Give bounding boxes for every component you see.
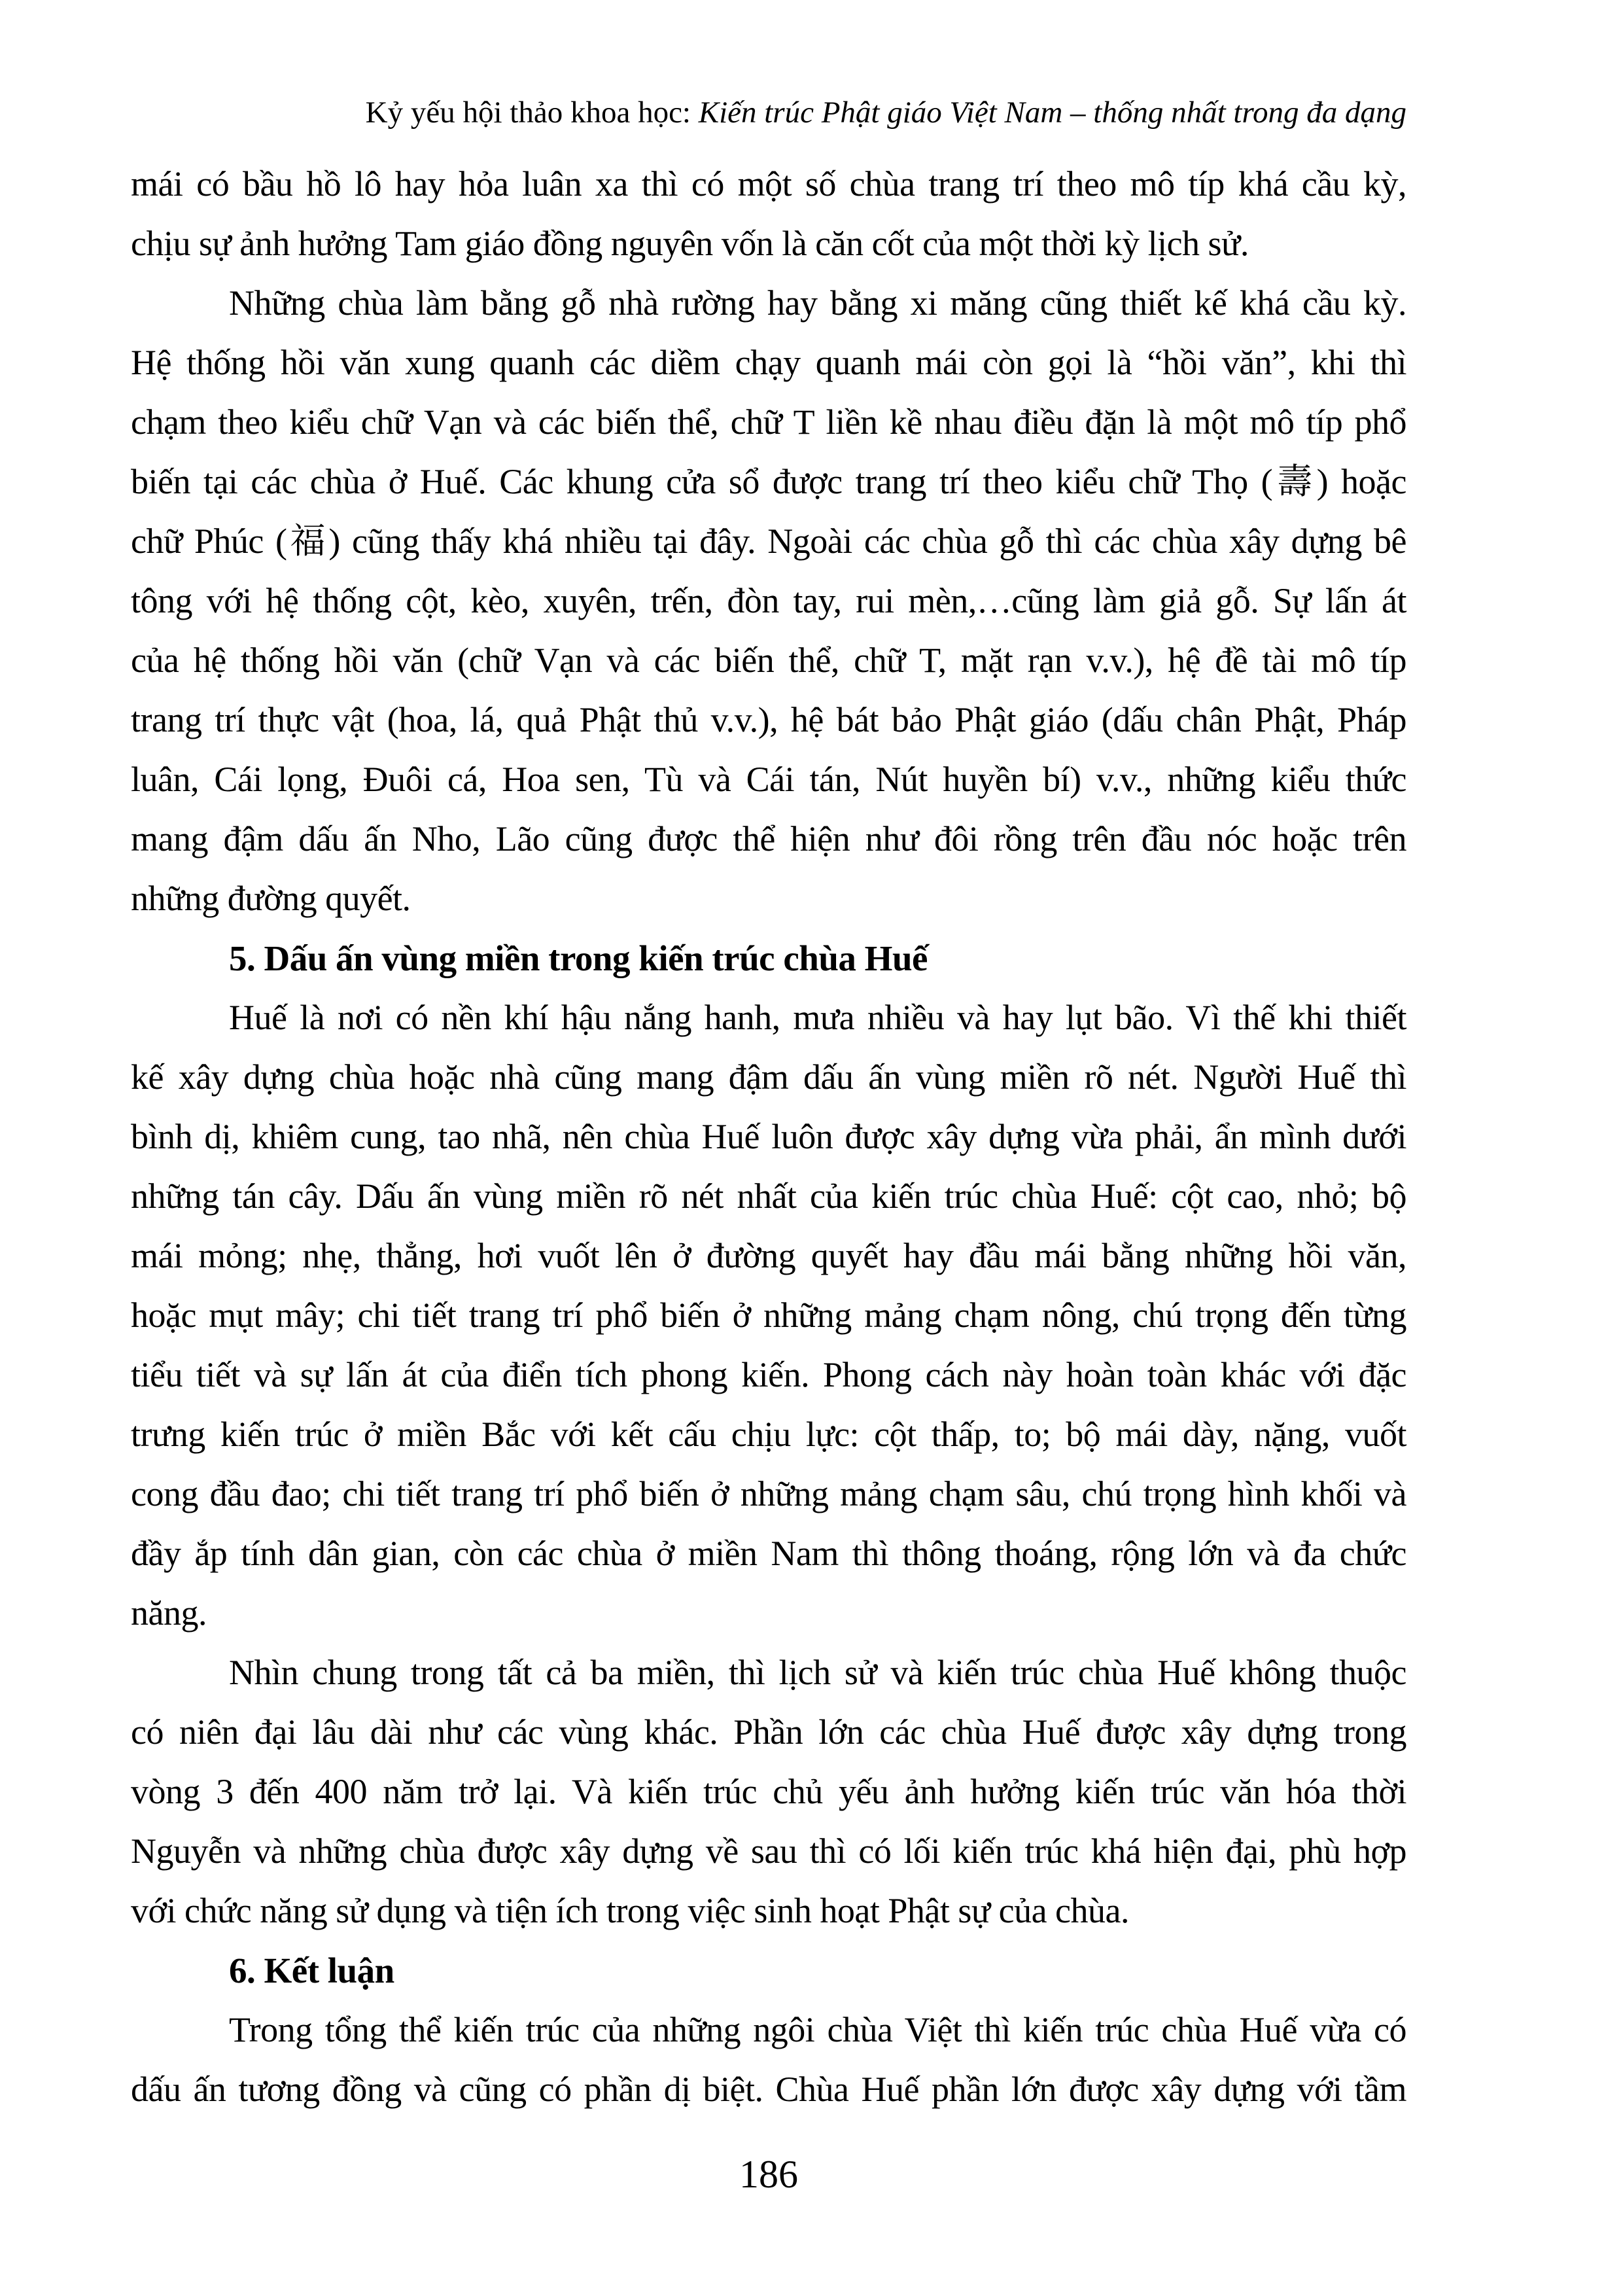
text-line: của hệ thống hồi văn (chữ Vạn và các biến thể, chữ T, mặt rạn v.v.), hệ đề tài mô típ [131, 641, 1406, 680]
section-heading: 5. Dấu ấn vùng miền trong kiến trúc chùa Huế [229, 938, 928, 978]
running-header-title: Kiến trúc Phật giáo Việt Nam – thống nhất trong đa dạng [698, 96, 1406, 130]
text-line: trưng kiến trúc ở miền Bắc với kết cấu chịu lực: cột thấp, to; bộ mái dày, nặng, vuốt [131, 1415, 1406, 1454]
text-line: dấu ấn tương đồng và cũng có phần dị biệt. Chùa Huế phần lớn được xây dựng với tầm [131, 2070, 1406, 2109]
text-line: Huế là nơi có nền khí hậu nắng hanh, mưa nhiều và hay lụt bão. Vì thế khi thiết [229, 998, 1406, 1037]
text-line: trang trí thực vật (hoa, lá, quả Phật thủ v.v.), hệ bát bảo Phật giáo (dấu chân Phật, Pháp [131, 700, 1406, 739]
text-line: Nguyễn và những chùa được xây dựng về sau thì có lối kiến trúc khá hiện đại, phù hợp [131, 1831, 1406, 1871]
text-line: kế xây dựng chùa hoặc nhà cũng mang đậm dấu ấn vùng miền rõ nét. Người Huế thì [131, 1057, 1406, 1097]
text-line: đầy ắp tính dân gian, còn các chùa ở miền Nam thì thông thoáng, rộng lớn và đa chức [131, 1534, 1406, 1573]
text-line: mái có bầu hồ lô hay hỏa luân xa thì có một số chùa trang trí theo mô típ khá cầu kỳ, [131, 164, 1406, 203]
text-line: những tán cây. Dấu ấn vùng miền rõ nét nhất của kiến trúc chùa Huế: cột cao, nhỏ; bộ [131, 1176, 1406, 1216]
text-line: chữ Phúc (福) cũng thấy khá nhiều tại đây. Ngoài các chùa gỗ thì các chùa xây dựng bê [131, 521, 1406, 561]
section-heading: 6. Kết luận [229, 1951, 394, 1990]
text-line: biến tại các chùa ở Huế. Các khung cửa sổ được trang trí theo kiểu chữ Thọ (壽) hoặc [131, 462, 1406, 501]
text-line: Những chùa làm bằng gỗ nhà rường hay bằng xi măng cũng thiết kế khá cầu kỳ. [229, 283, 1406, 323]
text-line: tông với hệ thống cột, kèo, xuyên, trến, đòn tay, rui mèn,…cũng làm giả gỗ. Sự lấn át [131, 581, 1406, 620]
text-line: bình dị, khiêm cung, tao nhã, nên chùa Huế luôn được xây dựng vừa phải, ẩn mình dưới [131, 1117, 1406, 1156]
page-body [131, 154, 1406, 2119]
text-line: những đường quyết. [131, 879, 411, 918]
text-line: Nhìn chung trong tất cả ba miền, thì lịch sử và kiến trúc chùa Huế không thuộc [229, 1653, 1406, 1692]
page-number: 186 [739, 2153, 798, 2196]
text-line: tiểu tiết và sự lấn át của điển tích phong kiến. Phong cách này hoàn toàn khác với đặc [131, 1355, 1406, 1394]
text-line: năng. [131, 1593, 207, 1633]
text-line: vòng 3 đến 400 năm trở lại. Và kiến trúc chủ yếu ảnh hưởng kiến trúc văn hóa thời [131, 1772, 1406, 1811]
text-line: Hệ thống hồi văn xung quanh các diềm chạy quanh mái còn gọi là “hồi văn”, khi thì [131, 343, 1406, 382]
text-line: cong đầu đao; chi tiết trang trí phổ biến ở những mảng chạm sâu, chú trọng hình khối và [131, 1474, 1406, 1513]
running-header-prefix: Kỷ yếu hội thảo khoa học: [365, 96, 699, 130]
text-line: mang đậm dấu ấn Nho, Lão cũng được thể hiện như đôi rồng trên đầu nóc hoặc trên [131, 819, 1406, 858]
text-line: có niên đại lâu dài như các vùng khác. Phần lớn các chùa Huế được xây dựng trong [131, 1712, 1406, 1752]
running-header [131, 93, 1406, 132]
text-line: hoặc mụt mây; chi tiết trang trí phổ biến ở những mảng chạm nông, chú trọng đến từng [131, 1296, 1406, 1335]
text-line: chịu sự ảnh hưởng Tam giáo đồng nguyên vốn là căn cốt của một thời kỳ lịch sử. [131, 224, 1249, 263]
text-line: chạm theo kiểu chữ Vạn và các biến thể, chữ T liền kề nhau điều đặn là một mô típ phổ [131, 402, 1406, 442]
text-line: Trong tổng thể kiến trúc của những ngôi chùa Việt thì kiến trúc chùa Huế vừa có [229, 2010, 1406, 2049]
text-line: với chức năng sử dụng và tiện ích trong việc sinh hoạt Phật sự của chùa. [131, 1891, 1129, 1930]
text-line: luân, Cái lọng, Đuôi cá, Hoa sen, Tù và Cái tán, Nút huyền bí) v.v., những kiểu thức [131, 760, 1406, 799]
text-line: mái mỏng; nhẹ, thẳng, hơi vuốt lên ở đường quyết hay đầu mái bằng những hồi văn, [131, 1236, 1406, 1275]
